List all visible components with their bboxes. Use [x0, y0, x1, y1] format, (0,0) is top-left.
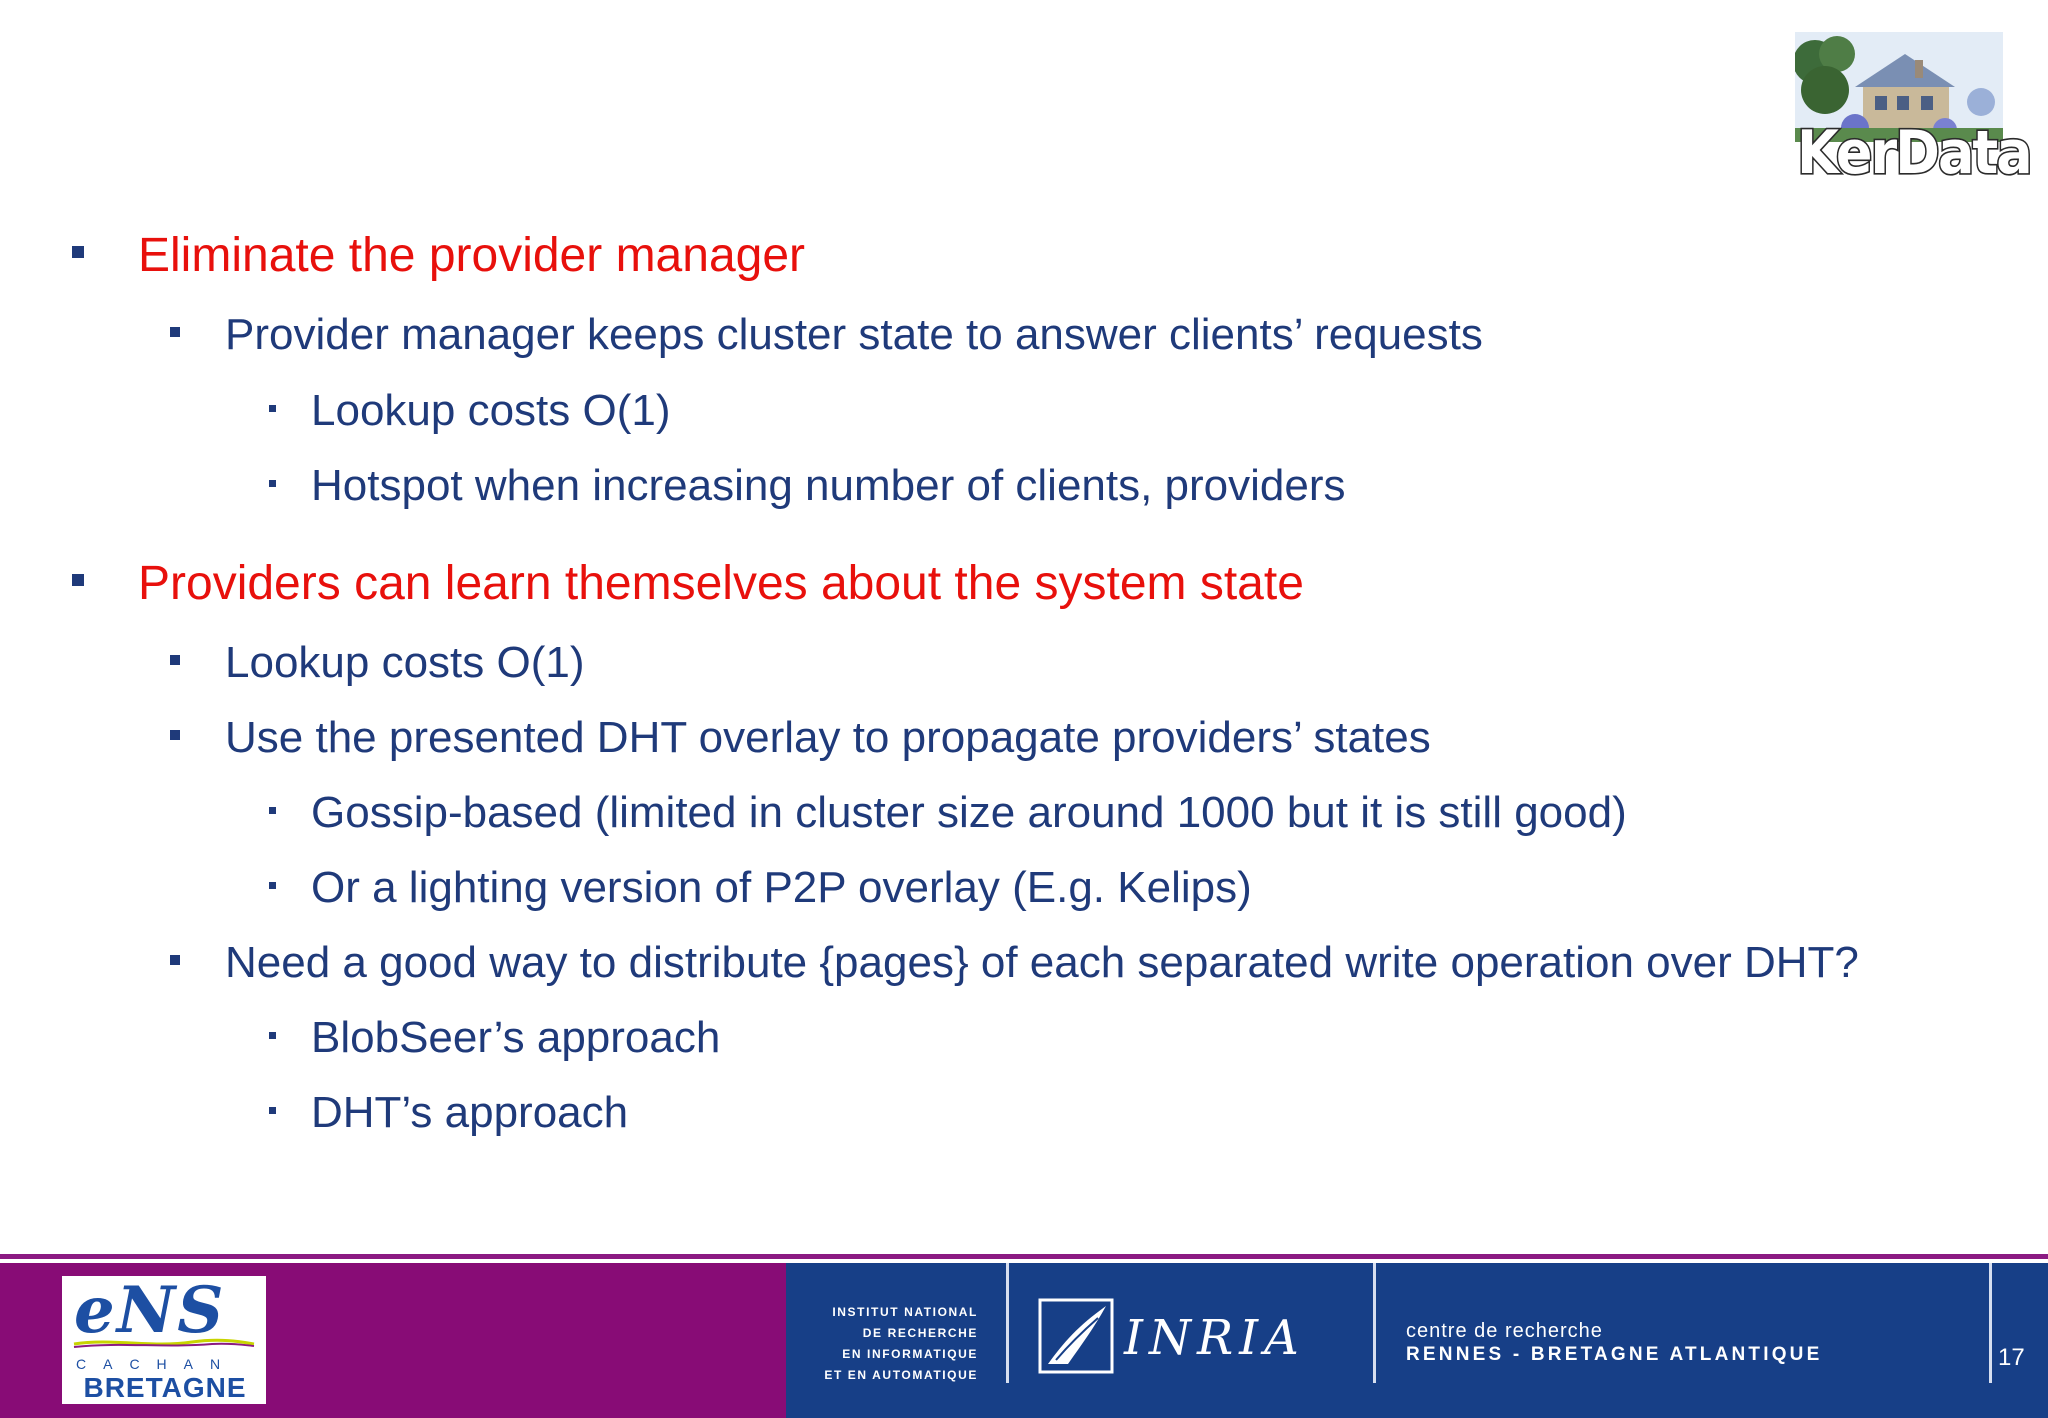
institut-text	[792, 1302, 978, 1386]
bullet-text: Gossip-based (limited in cluster size around 1000 but it is still good)	[311, 788, 1627, 837]
ens-bretagne: BRETAGNE	[83, 1372, 247, 1403]
bullet-square-icon	[269, 1032, 276, 1039]
bullet-square-icon	[170, 730, 180, 740]
footer-divider	[1006, 1263, 1009, 1383]
bullet-text: BlobSeer’s approach	[311, 1013, 721, 1062]
bullet-square-icon	[269, 807, 276, 814]
bullet-square-icon	[170, 655, 180, 665]
bullet-text: Provider manager keeps cluster state to answer clients’ requests	[225, 310, 1483, 359]
ens-wordmark: eNS	[74, 1273, 226, 1348]
bullet-text: DHT’s approach	[311, 1088, 629, 1137]
bullet-text: Use the presented DHT overlay to propagate providers’ states	[225, 713, 1431, 762]
institut-line: DE RECHERCHE	[862, 1326, 978, 1340]
ens-cachan: CACHAN	[76, 1356, 238, 1372]
bullet-square-icon	[269, 882, 276, 889]
institut-line: INSTITUT NATIONAL	[832, 1305, 978, 1319]
bullet-text: Providers can learn themselves about the system state	[138, 557, 1304, 610]
bullet-square-icon	[170, 327, 180, 337]
bullet-text: Hotspot when increasing number of clients, providers	[311, 461, 1346, 510]
institut-line: ET EN AUTOMATIQUE	[824, 1368, 978, 1382]
institut-line: EN INFORMATIQUE	[842, 1347, 978, 1361]
inria-bird-icon	[1038, 1298, 1114, 1374]
bullet-text: Or a lighting version of P2P overlay (E.g. Kelips)	[311, 863, 1252, 912]
bullet-text: Lookup costs O(1)	[311, 386, 671, 435]
footer-divider	[1373, 1263, 1376, 1383]
inria-wordmark: INRIA	[1124, 1310, 1305, 1366]
bullet-text: Eliminate the provider manager	[138, 229, 806, 282]
bullet-square-icon	[269, 405, 276, 412]
bullet-text: Need a good way to distribute {pages} of each separated write operation over DHT?	[225, 938, 1859, 987]
page-number: 17	[1998, 1344, 2025, 1371]
ens-logo	[62, 1273, 266, 1404]
bullet-text: Lookup costs O(1)	[225, 638, 585, 687]
centre-label: centre de recherche	[1406, 1320, 1603, 1342]
centre-name: RENNES - BRETAGNE ATLANTIQUE	[1406, 1344, 1823, 1365]
bullet-square-icon	[269, 1107, 276, 1114]
bullet-square-icon	[269, 480, 276, 487]
footer-divider	[1989, 1263, 1992, 1383]
bullet-square-icon	[72, 246, 84, 258]
ens-swoosh-icon	[72, 1338, 256, 1348]
kerdata-logo	[1795, 32, 2031, 188]
bullet-square-icon	[170, 955, 180, 965]
bullet-square-icon	[72, 574, 84, 586]
kerdata-wordmark: KerData	[1797, 117, 2031, 188]
